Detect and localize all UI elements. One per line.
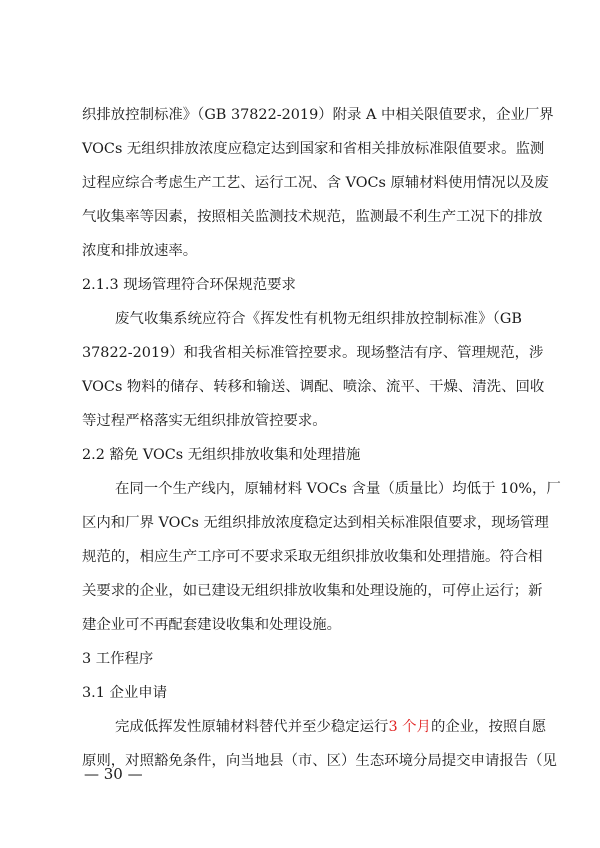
section-heading: 2.1.3 现场管理符合环保规范要求 — [82, 277, 296, 293]
section-heading: 3.1 企业申请 — [82, 685, 168, 701]
paragraph-line: 在同一个生产线内，原辅材料 VOCs 含量（质量比）均低于 10%，厂 — [115, 481, 561, 497]
paragraph-line: VOCs 无组织排放浓度应稳定达到国家和省相关排放标准限值要求。监测 — [82, 141, 545, 157]
paragraph-line: 区内和厂界 VOCs 无组织排放浓度稳定达到相关标准限值要求，现场管理 — [82, 515, 549, 531]
paragraph-line: 关要求的企业，如已建设无组织排放收集和处理设施的，可停止运行；新 — [82, 583, 543, 599]
highlighted-duration: 3 个月 — [388, 719, 431, 735]
paragraph-line: 废气收集系统应符合《挥发性有机物无组织排放控制标准》（GB — [115, 311, 522, 327]
paragraph-line: 气收集率等因素，按照相关监测技术规范，监测最不利生产工况下的排放 — [82, 209, 543, 225]
paragraph-line: 规范的，相应生产工序可不要求采取无组织排放收集和处理措施。符合相 — [82, 549, 543, 565]
paragraph-line: 过程应综合考虑生产工艺、运行工况、含 VOCs 原辅材料使用情况以及废 — [82, 175, 549, 191]
paragraph-line: 等过程严格落实无组织排放管控要求。 — [82, 413, 327, 429]
paragraph-line: 原则，对照豁免条件，向当地县（市、区）生态环境分局提交申请报告（见 — [82, 753, 557, 769]
paragraph-line: 建企业可不再配套建设收集和处理设施。 — [82, 617, 342, 633]
paragraph-line — [115, 717, 547, 737]
page-number: — 30 — — [84, 765, 143, 783]
paragraph-text: 的企业，按照自愿 — [430, 719, 547, 735]
paragraph-line: 浓度和排放速率。 — [82, 243, 198, 259]
section-heading: 3 工作程序 — [82, 651, 154, 667]
paragraph-text: 完成低挥发性原辅材料替代并至少稳定运行 — [115, 719, 389, 735]
paragraph-line: VOCs 物料的储存、转移和输送、调配、喷涂、流平、干燥、清洗、回收 — [82, 379, 545, 395]
section-heading: 2.2 豁免 VOCs 无组织排放收集和处理措施 — [82, 447, 361, 463]
paragraph-line: 织排放控制标准》（GB 37822-2019）附录 A 中相关限值要求，企业厂界 — [82, 107, 554, 123]
paragraph-line: 37822-2019）和我省相关标准管控要求。现场整洁有序、管理规范，涉 — [82, 345, 544, 361]
